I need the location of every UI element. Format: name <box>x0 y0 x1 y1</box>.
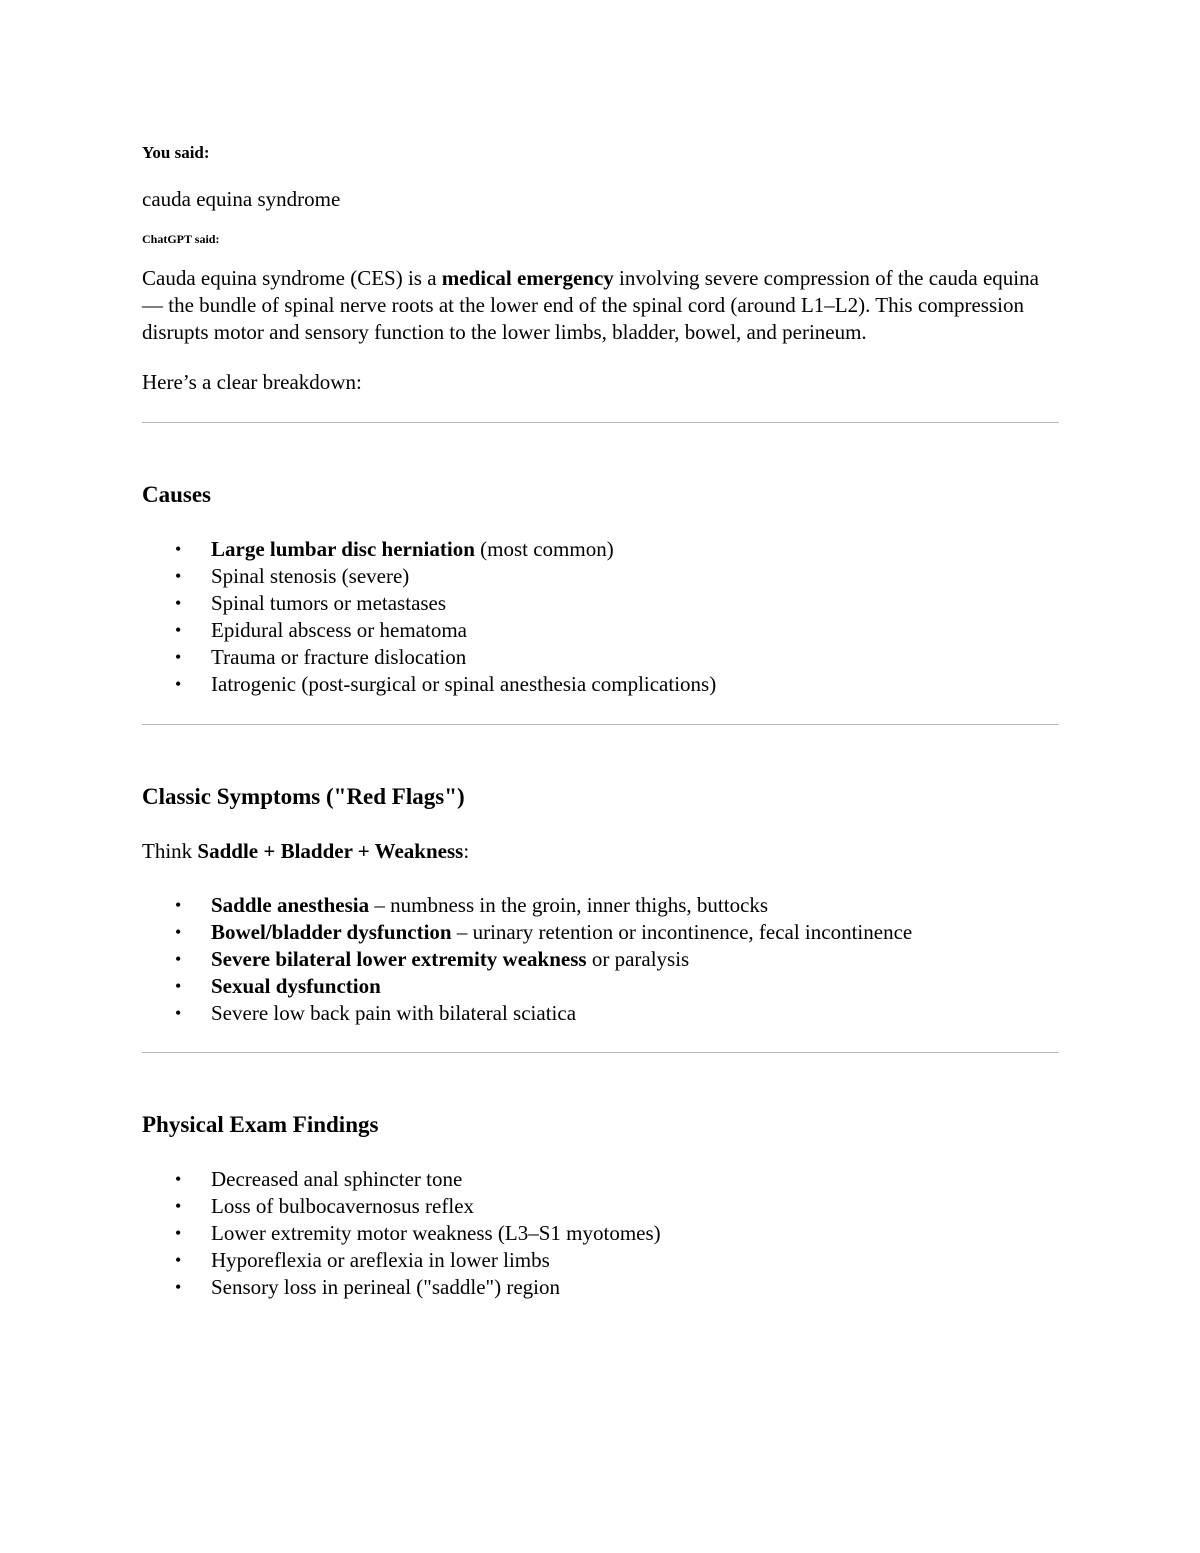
bullet-icon: • <box>175 566 182 586</box>
list-item-text: Severe low back pain with bilateral sciatica <box>211 1001 577 1025</box>
list-item <box>142 1247 1059 1274</box>
bullet-icon: • <box>175 647 182 667</box>
list-item <box>142 590 1059 617</box>
list-item-text: Spinal stenosis (severe) <box>211 564 410 588</box>
list-item-text: – urinary retention or incontinence, fecal incontinence <box>451 920 913 944</box>
think-line <box>142 838 1059 865</box>
list-item <box>142 671 1059 698</box>
exam-list <box>142 1166 1059 1301</box>
list-item-bold: Saddle anesthesia <box>211 893 370 917</box>
bullet-icon: • <box>175 593 182 613</box>
list-item-text: or paralysis <box>586 947 690 971</box>
causes-list <box>142 536 1059 698</box>
list-item <box>142 1274 1059 1301</box>
bullet-icon: • <box>175 1277 182 1297</box>
intro-paragraph <box>142 265 1059 346</box>
list-item <box>142 946 1059 973</box>
assistant-label: ChatGPT said: <box>142 232 220 246</box>
list-item <box>142 536 1059 563</box>
list-item-text: Spinal tumors or metastases <box>211 591 447 615</box>
think-bold: Saddle + Bladder + Weakness <box>197 839 464 863</box>
bullet-icon: • <box>175 1196 182 1216</box>
symptoms-heading: Classic Symptoms ("Red Flags") <box>142 784 465 809</box>
list-item <box>142 563 1059 590</box>
list-item-text: Loss of bulbocavernosus reflex <box>211 1194 475 1218</box>
list-item <box>142 1000 1059 1027</box>
divider <box>142 724 1059 725</box>
list-item <box>142 892 1059 919</box>
user-label: You said: <box>142 143 210 162</box>
exam-heading: Physical Exam Findings <box>142 1112 379 1137</box>
list-item-text: Sensory loss in perineal ("saddle") region <box>211 1275 560 1299</box>
user-message: cauda equina syndrome <box>142 187 341 211</box>
think-prefix: Think <box>142 839 198 863</box>
list-item-bold: Severe bilateral lower extremity weakness <box>211 947 587 971</box>
list-item <box>142 617 1059 644</box>
list-item-bold: Large lumbar disc herniation <box>211 537 475 561</box>
list-item <box>142 973 1059 1000</box>
list-item <box>142 1166 1059 1193</box>
list-item <box>142 1193 1059 1220</box>
bullet-icon: • <box>175 949 182 969</box>
bullet-icon: • <box>175 976 182 996</box>
divider <box>142 1052 1059 1053</box>
list-item-text: Decreased anal sphincter tone <box>211 1167 463 1191</box>
list-item-text: Lower extremity motor weakness (L3–S1 myotomes) <box>211 1221 661 1245</box>
list-item-bold: Sexual dysfunction <box>211 974 381 998</box>
bullet-icon: • <box>175 539 182 559</box>
list-item-text: Iatrogenic (post-surgical or spinal anesthesia complications) <box>211 672 717 696</box>
breakdown-line: Here’s a clear breakdown: <box>142 370 362 394</box>
list-item-text: Trauma or fracture dislocation <box>211 645 467 669</box>
divider <box>142 422 1059 423</box>
intro-text-1: Cauda equina syndrome (CES) is a <box>142 266 442 290</box>
bullet-icon: • <box>175 895 182 915</box>
symptoms-list <box>142 892 1059 1027</box>
list-item <box>142 1220 1059 1247</box>
list-item-bold: Bowel/bladder dysfunction <box>211 920 452 944</box>
bullet-icon: • <box>175 1169 182 1189</box>
bullet-icon: • <box>175 1223 182 1243</box>
list-item <box>142 919 1059 946</box>
bullet-icon: • <box>175 620 182 640</box>
intro-bold: medical emergency <box>441 266 614 290</box>
document-page <box>142 141 1059 1301</box>
list-item-text: – numbness in the groin, inner thighs, buttocks <box>369 893 769 917</box>
intro-text-2: involving severe compression of the cauda equina — the bundle of spinal nerve roots at the lower end of the spinal cord (around L1–L2). This compression disrupts motor and sensory function to the lower limbs, bladder, bowel, and perineum. <box>142 266 1039 344</box>
list-item-text: Hyporeflexia or areflexia in lower limbs <box>211 1248 550 1272</box>
bullet-icon: • <box>175 1003 182 1023</box>
bullet-icon: • <box>175 922 182 942</box>
think-suffix: : <box>463 839 470 863</box>
list-item <box>142 644 1059 671</box>
list-item-text: Epidural abscess or hematoma <box>211 618 467 642</box>
causes-heading: Causes <box>142 482 212 507</box>
list-item-text: (most common) <box>474 537 614 561</box>
bullet-icon: • <box>175 674 182 694</box>
bullet-icon: • <box>175 1250 182 1270</box>
